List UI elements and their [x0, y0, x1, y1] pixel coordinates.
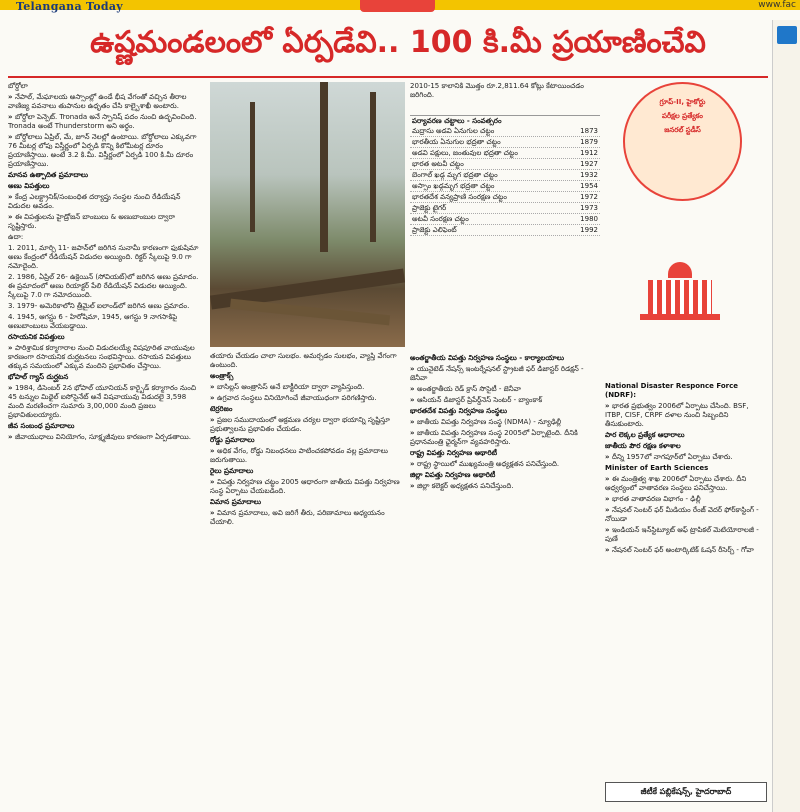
section-heading: రోడ్డు ప్రమాదాలు: [210, 436, 255, 444]
paragraph: » ఆసియన్ డిజాస్టర్ ప్రిపేర్డ్‌నెస్ సెంటర్ - బ్యాంకాక్: [410, 396, 600, 405]
table-row: [410, 181, 600, 192]
paragraph: » ఈ విపత్తులను హైడ్రోజన్ బాంబులు & అణుబాంబుల ద్వారా సృష్టిస్తారు.: [8, 213, 203, 231]
table-row: [410, 225, 600, 236]
table-row: [410, 137, 600, 148]
section-heading: విమాన ప్రమాదాలు: [210, 498, 262, 506]
law-year: 1954: [580, 182, 598, 190]
law-name: అడవి పక్షులు, జంతువుల భద్రతా చట్టం: [412, 149, 518, 157]
paragraph: » జాతీయ విపత్తు నిర్వహణ సంస్థ (NDMA) - న్యూఢిల్లీ: [410, 418, 600, 427]
paragraph: » జీవాయుధాలు వినియోగం, సూక్ష్మజీవులు కారణంగా ఏర్పడతాయి.: [8, 433, 203, 442]
law-name: ప్రాజెక్టు ఎలిఫెంట్: [412, 226, 457, 234]
law-year: 1927: [580, 160, 598, 168]
paragraph: » 1984, డిసెంబర్ 2న భోపాల్ యూనియన్ కార్బైడ్ కర్మాగారం నుంచి 45 టన్నుల మిథైల్ ఐసోసైనేట్ అనే విషవాయువు విడుదలై 3,598 మంది మరణించగా సుమారు 3,00,000 మంది ప్రజలు ప్రభావితులయ్యారు.: [8, 384, 203, 420]
paragraph: » రాష్ట్ర స్థాయిలో ముఖ్యమంత్రి అధ్యక్షతన పనిచేస్తుంది.: [410, 460, 600, 469]
paragraph: ఉదా:: [8, 233, 24, 241]
paragraph: » భారత వాతావరణ విభాగం - ఢిల్లీ: [605, 495, 765, 504]
paragraph: » ప్రజల సముదాయంలో ఆక్రమణ చర్యల ద్వారా భయాన్ని సృష్టిస్తూ ప్రభుత్వాలను ప్రభావితం చేయడం.: [210, 416, 405, 434]
table-row: [410, 159, 600, 170]
paragraph: » నేషనల్ సెంటర్ ఫర్ మీడియం రేంజ్ వెదర్ ఫోర్‌కాస్టింగ్ - నోయిడా: [605, 506, 765, 524]
paragraph: » దీన్ని 1957లో నాగపూర్‌లో ఏర్పాటు చేశారు.: [605, 453, 765, 462]
paragraph: » జాతీయ విపత్తు నిర్వహణ సంస్థ 2005లో ఏర్పాటైంది. దీనికి ప్రధానమంత్రి ఛైర్మన్‌గా వ్యవహరిస్తారు.: [410, 429, 600, 447]
table-row: [410, 170, 600, 181]
paragraph: » ఇండియన్ ఇన్‌స్టిట్యూట్ ఆఫ్ ట్రాపికల్ మెటియోరాలజీ - పుణే: [605, 526, 765, 544]
building-icon: [640, 262, 720, 322]
paragraph: బోర్డోలా: [8, 82, 28, 90]
section-tab: [360, 0, 435, 12]
law-year: 1879: [580, 138, 598, 146]
section-heading: పార లెక్కల ప్రత్యేక ఆధారాలు: [605, 431, 685, 439]
paragraph: » బాసిల్లస్ ఆంత్రాసిస్ అనే బాక్టీరియా ద్వారా వ్యాపిస్తుంది.: [210, 383, 405, 392]
column-4: [605, 380, 765, 800]
paragraph: 3. 1979- అమెరికాలోని త్రీమైల్ ఐలాండ్‌లో జరిగిన అణు ప్రమాదం.: [8, 302, 190, 310]
right-strip: [772, 20, 800, 812]
paragraph: » యునైటెడ్ నేషన్స్ ఇంటర్నేషనల్ స్ట్రాటజీ ఫర్ డిజాస్టర్ రిడక్షన్ - జెనీవా: [410, 365, 600, 383]
headline: ఉష్ణమండలంలో ఏర్పడేవి.. 100 కి.మీ ప్రయాణించేవి: [90, 25, 706, 60]
law-year: 1873: [580, 127, 598, 135]
section-heading: భారతదేశ విపత్తు నిర్వహణ సంస్థలు: [410, 407, 508, 415]
section-heading: అణు విపత్తులు: [8, 182, 50, 190]
table-row: [410, 214, 600, 225]
paragraph: » అంతర్జాతీయ రెడ్ క్రాస్ సొసైటీ - జెనీవా: [410, 385, 600, 394]
law-year: 1972: [580, 193, 598, 201]
footer-credit: జీటీకే పబ్లికేషన్స్, హైదరాబాద్: [605, 782, 767, 802]
section-heading: రాష్ట్ర విపత్తు నిర్వహణ అథారిటీ: [410, 449, 498, 457]
column-1: [8, 82, 203, 802]
paragraph: » పారిశ్రామిక కర్మాగారాల నుంచి విడుదలయ్యే విషపూరిత వాయువుల కారణంగా రసాయనిక దుర్ఘటనలు సంభవిస్తాయి. రసాయన విపత్తులు తక్కువ సమయంలో ఎక్కువ మందిని ప్రభావితం చేస్తాయి.: [8, 344, 203, 371]
section-heading: మానవ ఉత్పాదిత ప్రమాదాలు: [8, 171, 89, 179]
paragraph: » జిల్లా కలెక్టర్ అధ్యక్షతన పనిచేస్తుంది.: [410, 482, 600, 491]
laws-table: [410, 115, 600, 236]
section-heading: అంతర్జాతీయ విపత్తు నిర్వహణ సంస్థలు - కార్యాలయాలు: [410, 354, 565, 362]
column-3: [410, 352, 600, 802]
law-name: ప్రాజెక్టు టైగర్: [412, 204, 447, 212]
paragraph: » నేషనల్ సెంటర్ ఫర్ అంటార్కిటిక్ ఓషన్ రీసెర్చ్ - గోవా: [605, 546, 765, 555]
section-heading: అంత్రాక్స్: [210, 372, 234, 380]
section-heading: జీవ సంబంధ ప్రమాదాలు: [8, 422, 75, 430]
paragraph: తయారు చేయడం చాలా సులభం. అమర్చడం సులభం, వ్యాప్తి వేగంగా ఉంటుంది.: [210, 352, 397, 369]
section-heading: రైలు ప్రమాదాలు: [210, 467, 254, 475]
law-year: 1912: [580, 149, 598, 157]
masthead: Telangana Today: [16, 0, 123, 13]
headline-rule: [8, 76, 768, 78]
law-name: భారత అటవీ చట్టం: [412, 160, 464, 168]
section-heading: టెర్రరిజం: [210, 405, 233, 413]
paragraph: » భారత ప్రభుత్వం 2006లో ఏర్పాటు చేసింది. BSF, ITBP, CISF, CRPF దళాల నుంచి సిబ్బందిని తీసుకుంటారు.: [605, 402, 765, 429]
paragraph: » బోర్డోలాలు ఏప్రిల్, మే, జూన్ నెలల్లో ఉంటాయి. బోర్డోలాలు ఎక్కువగా 76 మీటర్ల లోపు విస్తీర్ణంలో ఏర్పడి కొన్ని కిలోమీటర్ల దూరం ప్రయాణిస్తాయి. అంటే 3.2 కి.మీ. విస్తీర్ణంలో ఏర్పడి 100 కి.మీ దూరం ప్రయాణిస్తాయి.: [8, 133, 203, 169]
badge-line1: గ్రూప్-II, హైకోర్టు: [659, 98, 706, 106]
section-heading: రసాయనిక విపత్తులు: [8, 333, 65, 341]
law-name: బెంగాల్ ఖడ్గ మృగ భద్రతా చట్టం: [412, 171, 498, 179]
fallen-tree-photo: [210, 82, 405, 347]
section-heading: Minister of Earth Sciences: [605, 464, 709, 472]
section-heading: National Disaster Responce Force (NDRF):: [605, 382, 739, 399]
law-year: 1992: [580, 226, 598, 234]
badge-circle: [623, 82, 742, 201]
paragraph: » విపత్తు నిర్వహణ చట్టం 2005 ఆధారంగా జాతీయ విపత్తు నిర్వహణ సంస్థ ఏర్పాటు చేయబడింది.: [210, 478, 405, 496]
column-2: [210, 352, 405, 802]
law-name: భారతీయ ఏనుగుల భద్రతా చట్టం: [412, 138, 501, 146]
paragraph: » విమాన ప్రమాదాలు, అవి జరిగే తీరు, పరిణామాలు అధ్యయనం చేయాలి.: [210, 509, 405, 527]
photo-caption: 2010-15 కాలానికి మొత్తం రూ.2,811.64 కోట్లు కేటాయించడం జరిగింది.: [410, 82, 584, 99]
law-name: భారతదేశ వన్యప్రాణి సంరక్షణ చట్టం: [412, 193, 507, 201]
paragraph: » ఉగ్రవాద సంస్థలు వినియోగించే జీవాయుధంగా పరిగణిస్తారు.: [210, 394, 405, 403]
paragraph: » బోర్డోలా పెన్పెట్. Tronada అనే స్పానిష్ పదం నుంచి ఉద్భవించింది. Tronada అంటే Thunderstorm అని అర్థం.: [8, 113, 203, 131]
table-row: [410, 148, 600, 159]
table-row: [410, 126, 600, 137]
law-year: 1973: [580, 204, 598, 212]
section-heading: భోపాల్ గ్యాస్ దుర్ఘటన: [8, 373, 69, 381]
exam-badge: [605, 82, 765, 372]
paragraph: 4. 1945, ఆగస్టు 6 - హిరోషిమా, 1945, ఆగస్టు 9 నాగసాకిపై అణుబాంబులు వేయబడ్డాయి.: [8, 313, 178, 330]
table-row: [410, 203, 600, 214]
paragraph: 1. 2011, మార్చి 11- జపాన్‌లో జరిగిన సునామీ కారణంగా ఫుకుషిమా అణు కేంద్రంలో రేడియేషన్ విడుదల అయ్యింది. రిక్టర్ స్కేలుపై 9.0 గా నమోదైంది.: [8, 244, 199, 270]
section-heading: జిల్లా విపత్తు నిర్వహణ అథారిటీ: [410, 471, 496, 479]
law-year: 1932: [580, 171, 598, 179]
website-text: www.fac: [758, 0, 796, 10]
section-heading: జాతీయ పౌర రక్షణ కళాశాల: [605, 442, 681, 450]
paragraph: » కేంద్ర ఎలక్ట్రానిక్/సంబంధిత దర్యాప్తు సంస్థల నుంచి రేడియేషన్ విడుదల అవడం.: [8, 193, 203, 211]
badge-line3: జనరల్ స్టడీస్: [664, 126, 701, 134]
badge-line2: పరీక్షల ప్రత్యేకం: [662, 112, 703, 120]
law-name: అటవీ సంరక్షణ చట్టం: [412, 215, 469, 223]
paragraph: » ఈ మంత్రిత్వ శాఖ 2006లో ఏర్పాటు చేశారు. దీని ఆధ్వర్యంలో వాతావరణ సంస్థలు పనిచేస్తాయి.: [605, 475, 765, 493]
book-icon: [777, 26, 797, 44]
paragraph: » నేపాల్, మేఘాలయ అస్సాంల్లో ఉండే భీష వేగంతో వచ్చిన తీరాల వాణిజ్య పవనాలు తుపానుల ఉధృతం చేసి కాల్బైశాఖీ అంటారు.: [8, 93, 203, 111]
table-row: [410, 192, 600, 203]
paragraph: 2. 1986, ఏప్రిల్ 26- ఉక్రెయిన్ (సోవియట్)లో జరిగిన అణు ప్రమాదం. ఈ ప్రమాదంలో అణు రియాక్టర్ పేలి రేడియేషన్ విడుదల అయ్యింది. స్కేలుపై 7.0 గా నమోదయింది.: [8, 273, 199, 299]
paragraph: » అధిక వేగం, రోడ్డు నిబంధనలు పాటించకపోవడం వల్ల ప్రమాదాలు జరుగుతాయి.: [210, 447, 405, 465]
law-year: 1980: [580, 215, 598, 223]
law-name: అస్సాం ఖడ్గమృగ భద్రతా చట్టం: [412, 182, 495, 190]
table-title: పర్యావరణ చట్టాలు - సంవత్సరం: [412, 117, 502, 125]
law-name: మద్రాసు అడవి ఏనుగుల చట్టం: [412, 127, 495, 135]
